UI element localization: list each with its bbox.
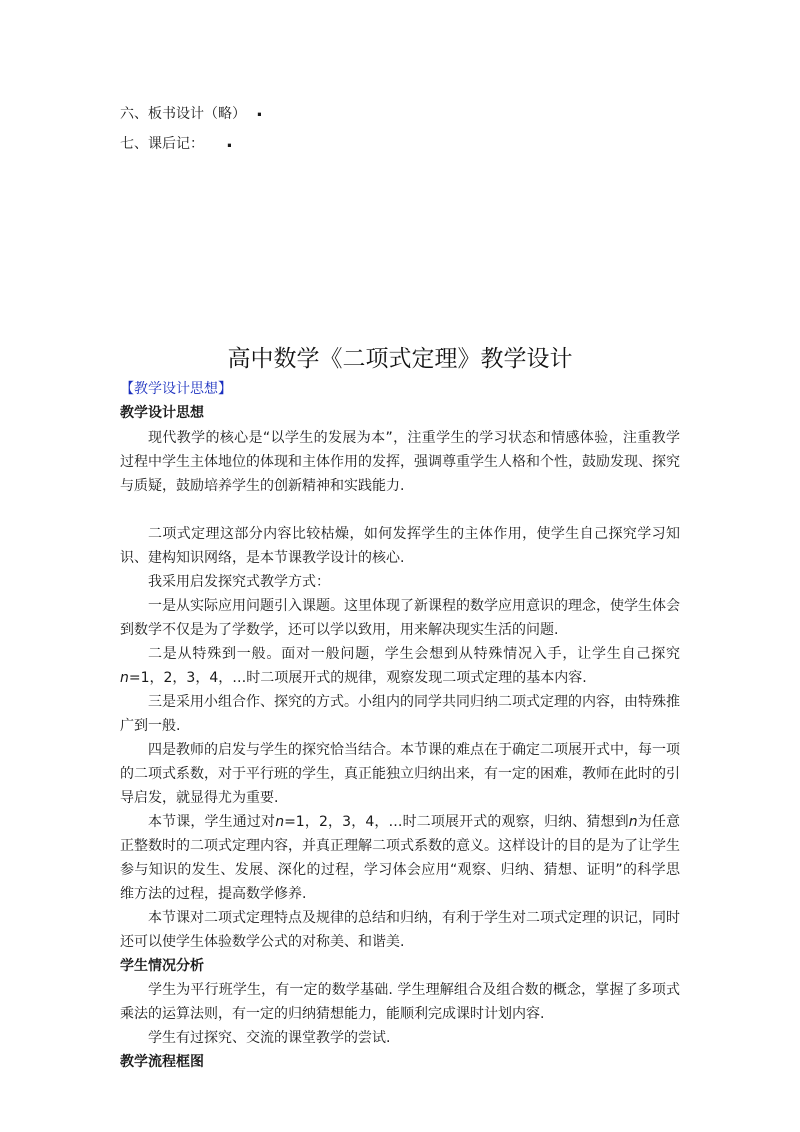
board-design-item	[120, 104, 246, 124]
paragraph: 学生有过探究、交流的课堂教学的尝试.	[148, 1030, 391, 1046]
bullet-dot: .	[256, 100, 263, 121]
section-heading-design-philosophy: 教学设计思想	[120, 405, 204, 421]
paragraph: 三是采用小组合作、探究的方式。小组内的同学共同归纳二项式定理的内容，由特殊推广到一般.	[120, 694, 680, 734]
bullet-dot: .	[226, 131, 233, 152]
math-variable-n: n	[628, 814, 638, 830]
post-class-notes-item	[120, 134, 204, 154]
paragraph: 本节课对二项式定理特点及规律的总结和归纳，有利于学生对二项式定理的识记，同时还可以使学生体验数学公式的对称美、和谐美.	[120, 910, 680, 950]
math-variable-n: n	[275, 814, 285, 830]
post-class-notes-text: 七、课后记：	[120, 136, 204, 152]
paragraph: 现代教学的核心是“以学生的发展为本”，注重学生的学习状态和情感体验，注重教学过程中学生主体地位的体现和主体作用的发挥，强调尊重学生人格和个性，鼓励发现、探究与质疑，鼓励培养学生的创新精神和实践能力.	[120, 430, 680, 494]
paragraph: 本节课，学生通过对n=1，2，3，4，…时二项展开式的观察，归纳、猜想到n为任意正整数时的二项式定理内容，并真正理解二项式系数的意义。这样设计的目的是为了让学生参与知识的发生、发展、深化的过程，学习体会应用“观察、归纳、猜想、证明”的科学思维方法的过程，提高数学修养.	[120, 814, 681, 902]
paragraph: 我采用启发探究式教学方式：	[148, 574, 330, 590]
section-heading-teaching-flowchart: 教学流程框图	[120, 1054, 204, 1070]
document-title: 高中数学《二项式定理》教学设计	[227, 346, 573, 372]
bracket-heading: 【教学设计思想】	[120, 381, 232, 397]
paragraph: 四是教师的启发与学生的探究恰当结合。本节课的难点在于确定二项展开式中，每一项的二项式系数，对于平行班的学生，真正能独立归纳出来，有一定的困难，教师在此时的引导启发，就显得尤为重要.	[120, 742, 680, 806]
paragraph: 一是从实际应用问题引入课题。这里体现了新课程的数学应用意识的理念，使学生体会到数学不仅是为了学数学，还可以学以致用，用来解决现实生活的问题.	[120, 598, 680, 638]
board-design-text: 六、板书设计（略）	[120, 106, 246, 122]
paragraph: 二项式定理这部分内容比较枯燥，如何发挥学生的主体作用，使学生自己探究学习知识、建构知识网络，是本节课教学设计的核心.	[120, 526, 680, 566]
paragraph: 学生为平行班学生，有一定的数学基础. 学生理解组合及组合数的概念，掌握了多项式乘法的运算法则，有一定的归纳猜想能力，能顺利完成课时计划内容.	[120, 982, 680, 1022]
section-heading-student-analysis: 学生情况分析	[120, 958, 204, 974]
paragraph: 二是从特殊到一般。面对一般问题，学生会想到从特殊情况入手，让学生自己探究n=1，2，3，4，…时二项展开式的规律，观察发现二项式定理的基本内容.	[120, 646, 680, 686]
math-variable-n: n	[120, 670, 129, 686]
